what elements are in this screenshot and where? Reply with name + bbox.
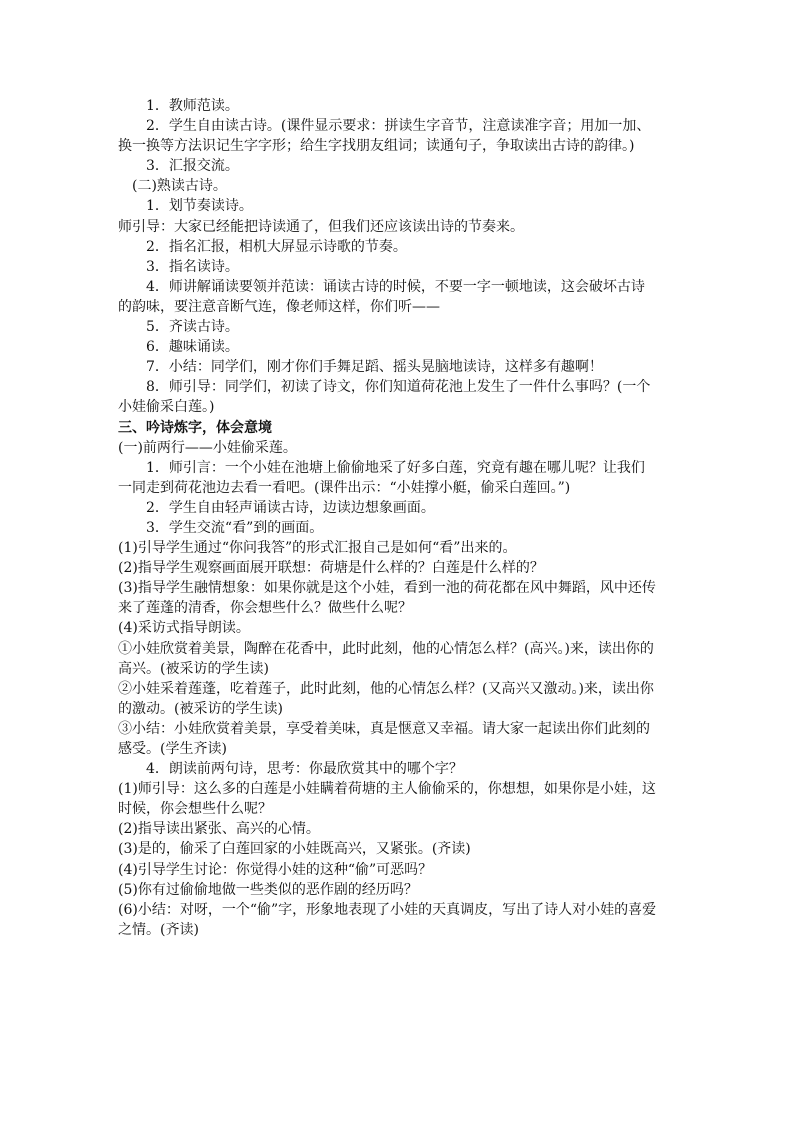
paragraph: 5．齐读古诗。 bbox=[146, 319, 239, 336]
paragraph: (3)指导学生融情想象：如果你就是这个小娃，看到一池的荷花都在风中舞蹈，风中还传来了莲蓬的清香，你会想些什么？做些什么呢？ bbox=[118, 580, 656, 617]
paragraph: 师引导：大家已经能把诗读通了，但我们还应该读出诗的节奏来。 bbox=[118, 218, 524, 235]
paragraph: ①小娃欣赏着美景，陶醉在花香中，此时此刻，他的心情怎么样？(高兴。)来，读出你的高兴。(被采访的学生读) bbox=[118, 640, 654, 677]
paragraph: ②小娃采着莲蓬，吃着莲子，此时此刻，他的心情怎么样？(又高兴又激动。)来，读出你的激动。(被采访的学生读) bbox=[118, 680, 654, 717]
paragraph: 3．学生交流“看”到的画面。 bbox=[146, 519, 324, 536]
paragraph: 4．师讲解诵读要领并范读：诵读古诗的时候，不要一字一顿地读，这会破坏古诗的韵味，要注意音断气连，像老师这样，你们听—— bbox=[118, 278, 645, 315]
paragraph: (2)指导学生观察画面展开联想：荷塘是什么样的？白莲是什么样的？ bbox=[118, 560, 544, 577]
section-heading: (二)熟读古诗。 bbox=[132, 178, 227, 195]
paragraph: 3．汇报交流。 bbox=[146, 158, 239, 175]
paragraph: 2．学生自由读古诗。(课件显示要求：拼读生字音节，注意读准字音；用加一加、换一换等方法识记生字字形；给生字找朋友组词；读通句子，争取读出古诗的韵律。) bbox=[118, 118, 651, 155]
paragraph: 1．划节奏读诗。 bbox=[146, 198, 253, 215]
paragraph: (2)指导读出紧张、高兴的心情。 bbox=[118, 821, 320, 838]
section-title: 三、吟诗炼字，体会意境 bbox=[118, 419, 272, 436]
paragraph: 2．学生自由轻声诵读古诗，边读边想象画面。 bbox=[146, 499, 435, 516]
paragraph: 1．师引言：一个小娃在池塘上偷偷地采了好多白莲，究竟有趣在哪儿呢？让我们一同走到荷花池边去看一看吧。(课件出示：“小娃撑小艇，偷采白莲回。”) bbox=[118, 459, 645, 496]
paragraph: 3．指名读诗。 bbox=[146, 258, 239, 275]
paragraph: (6)小结：对呀，一个“偷”字，形象地表现了小娃的天真调皮，写出了诗人对小娃的喜爱之情。(齐读) bbox=[118, 901, 657, 938]
document-page bbox=[118, 96, 658, 940]
paragraph: (1)师引导：这么多的白莲是小娃瞒着荷塘的主人偷偷采的，你想想，如果你是小娃，这时候，你会想些什么呢？ bbox=[118, 781, 656, 818]
paragraph: 4．朗读前两句诗，思考：你最欣赏其中的哪个字？ bbox=[146, 761, 463, 778]
paragraph: 8．师引导：同学们，初读了诗文，你们知道荷花池上发生了一件什么事吗？(一个小娃偷采白莲。) bbox=[118, 379, 651, 416]
paragraph: 1．教师范读。 bbox=[146, 98, 239, 114]
paragraph: ③小结：小娃欣赏着美景，享受着美味，真是惬意又幸福。请大家一起读出你们此刻的感受。(学生齐读) bbox=[118, 720, 650, 757]
paragraph: 2．指名汇报，相机大屏显示诗歌的节奏。 bbox=[146, 238, 407, 255]
paragraph: (3)是的，偷采了白莲回家的小娃既高兴，又紧张。(齐读) bbox=[118, 841, 471, 858]
section-heading: (一)前两行——小娃偷采莲。 bbox=[118, 439, 297, 456]
paragraph: (4)采访式指导朗读。 bbox=[118, 620, 250, 637]
paragraph: (5)你有过偷偷地做一些类似的恶作剧的经历吗？ bbox=[118, 881, 418, 898]
paragraph: 6．趣味诵读。 bbox=[146, 339, 239, 356]
paragraph: 7．小结：同学们，刚才你们手舞足蹈、摇头晃脑地读诗，这样多有趣啊！ bbox=[146, 359, 603, 376]
paragraph: (1)引导学生通过“你问我答”的形式汇报自己是如何“看”出来的。 bbox=[118, 540, 517, 557]
paragraph: (4)引导学生讨论：你觉得小娃的这种“偷”可恶吗？ bbox=[118, 861, 433, 878]
